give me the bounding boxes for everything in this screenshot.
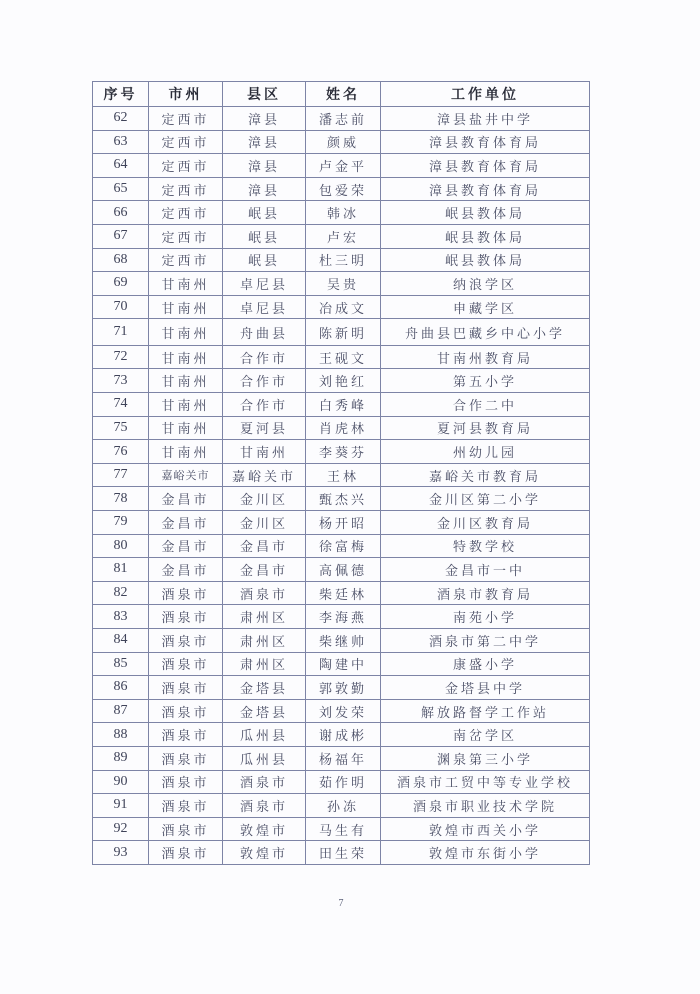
cell-name: 卢金平 bbox=[306, 154, 381, 178]
header-county: 县区 bbox=[223, 82, 306, 107]
cell-county: 岷县 bbox=[223, 224, 306, 248]
table-body bbox=[93, 107, 590, 865]
cell-city: 酒泉市 bbox=[149, 794, 223, 818]
cell-work-unit: 第五小学 bbox=[381, 369, 590, 393]
cell-county: 金昌市 bbox=[223, 558, 306, 582]
cell-county: 漳县 bbox=[223, 177, 306, 201]
cell-serial-number: 64 bbox=[93, 154, 149, 178]
cell-work-unit: 岷县教体局 bbox=[381, 224, 590, 248]
cell-county: 金塔县 bbox=[223, 699, 306, 723]
table-row bbox=[93, 581, 590, 605]
table-row bbox=[93, 487, 590, 511]
cell-city: 金昌市 bbox=[149, 534, 223, 558]
cell-work-unit: 酒泉市职业技术学院 bbox=[381, 794, 590, 818]
cell-work-unit: 敦煌市西关小学 bbox=[381, 817, 590, 841]
cell-city: 金昌市 bbox=[149, 511, 223, 535]
cell-work-unit: 金川区第二小学 bbox=[381, 487, 590, 511]
cell-serial-number: 80 bbox=[93, 534, 149, 558]
cell-work-unit: 酒泉市工贸中等专业学校 bbox=[381, 770, 590, 794]
cell-county: 敦煌市 bbox=[223, 817, 306, 841]
cell-city: 甘南州 bbox=[149, 416, 223, 440]
table-row bbox=[93, 794, 590, 818]
cell-county: 甘南州 bbox=[223, 440, 306, 464]
cell-county: 肃州区 bbox=[223, 652, 306, 676]
cell-city: 金昌市 bbox=[149, 487, 223, 511]
cell-serial-number: 71 bbox=[93, 319, 149, 346]
cell-name: 甄杰兴 bbox=[306, 487, 381, 511]
page-number: 7 bbox=[338, 898, 344, 909]
cell-name: 刘发荣 bbox=[306, 699, 381, 723]
cell-county: 夏河县 bbox=[223, 416, 306, 440]
cell-county: 漳县 bbox=[223, 130, 306, 154]
cell-name: 高佩德 bbox=[306, 558, 381, 582]
cell-work-unit: 漳县盐井中学 bbox=[381, 107, 590, 131]
header-city: 市州 bbox=[149, 82, 223, 107]
cell-serial-number: 67 bbox=[93, 224, 149, 248]
table-row bbox=[93, 319, 590, 346]
table-row bbox=[93, 746, 590, 770]
cell-name: 包爱荣 bbox=[306, 177, 381, 201]
cell-county: 肃州区 bbox=[223, 628, 306, 652]
cell-city: 甘南州 bbox=[149, 345, 223, 369]
cell-serial-number: 68 bbox=[93, 248, 149, 272]
cell-county: 合作市 bbox=[223, 369, 306, 393]
cell-name: 吴贵 bbox=[306, 272, 381, 296]
table-row bbox=[93, 463, 590, 487]
cell-city: 甘南州 bbox=[149, 272, 223, 296]
table-row bbox=[93, 841, 590, 865]
cell-county: 岷县 bbox=[223, 201, 306, 225]
table-row bbox=[93, 130, 590, 154]
cell-work-unit: 漳县教育体育局 bbox=[381, 177, 590, 201]
cell-name: 韩冰 bbox=[306, 201, 381, 225]
cell-name: 李海燕 bbox=[306, 605, 381, 629]
cell-county: 岷县 bbox=[223, 248, 306, 272]
header-work-unit: 工作单位 bbox=[381, 82, 590, 107]
table-row bbox=[93, 416, 590, 440]
cell-city: 酒泉市 bbox=[149, 817, 223, 841]
cell-name: 徐富梅 bbox=[306, 534, 381, 558]
cell-name: 肖虎林 bbox=[306, 416, 381, 440]
table-row bbox=[93, 201, 590, 225]
cell-work-unit: 舟曲县巴藏乡中心小学 bbox=[381, 319, 590, 346]
cell-name: 马生有 bbox=[306, 817, 381, 841]
cell-county: 漳县 bbox=[223, 107, 306, 131]
cell-work-unit: 南岔学区 bbox=[381, 723, 590, 747]
cell-city: 定西市 bbox=[149, 248, 223, 272]
cell-work-unit: 纳浪学区 bbox=[381, 272, 590, 296]
cell-serial-number: 66 bbox=[93, 201, 149, 225]
table-row bbox=[93, 558, 590, 582]
cell-name: 王砚文 bbox=[306, 345, 381, 369]
cell-county: 卓尼县 bbox=[223, 272, 306, 296]
table-row bbox=[93, 177, 590, 201]
cell-county: 瓜州县 bbox=[223, 746, 306, 770]
cell-serial-number: 69 bbox=[93, 272, 149, 296]
table-row bbox=[93, 628, 590, 652]
cell-county: 金塔县 bbox=[223, 676, 306, 700]
cell-name: 潘志前 bbox=[306, 107, 381, 131]
cell-county: 漳县 bbox=[223, 154, 306, 178]
cell-work-unit: 酒泉市第二中学 bbox=[381, 628, 590, 652]
table-row bbox=[93, 652, 590, 676]
cell-city: 酒泉市 bbox=[149, 723, 223, 747]
table-row bbox=[93, 369, 590, 393]
cell-serial-number: 75 bbox=[93, 416, 149, 440]
cell-city: 定西市 bbox=[149, 107, 223, 131]
cell-work-unit: 特教学校 bbox=[381, 534, 590, 558]
cell-city: 定西市 bbox=[149, 177, 223, 201]
table-row bbox=[93, 440, 590, 464]
header-name: 姓名 bbox=[306, 82, 381, 107]
cell-serial-number: 91 bbox=[93, 794, 149, 818]
cell-work-unit: 漳县教育体育局 bbox=[381, 154, 590, 178]
table-row bbox=[93, 154, 590, 178]
cell-county: 舟曲县 bbox=[223, 319, 306, 346]
cell-city: 酒泉市 bbox=[149, 770, 223, 794]
cell-city: 定西市 bbox=[149, 154, 223, 178]
table-row bbox=[93, 770, 590, 794]
cell-work-unit: 敦煌市东街小学 bbox=[381, 841, 590, 865]
cell-city: 酒泉市 bbox=[149, 746, 223, 770]
table-row bbox=[93, 224, 590, 248]
cell-city: 酒泉市 bbox=[149, 652, 223, 676]
cell-name: 柴继帅 bbox=[306, 628, 381, 652]
table-row bbox=[93, 723, 590, 747]
cell-name: 杨福年 bbox=[306, 746, 381, 770]
cell-name: 柴廷林 bbox=[306, 581, 381, 605]
table-row bbox=[93, 605, 590, 629]
table-row bbox=[93, 248, 590, 272]
cell-work-unit: 申藏学区 bbox=[381, 295, 590, 319]
cell-work-unit: 漳县教育体育局 bbox=[381, 130, 590, 154]
cell-name: 颜威 bbox=[306, 130, 381, 154]
cell-county: 瓜州县 bbox=[223, 723, 306, 747]
table-row bbox=[93, 676, 590, 700]
cell-city: 金昌市 bbox=[149, 558, 223, 582]
cell-city: 酒泉市 bbox=[149, 699, 223, 723]
cell-name: 李葵芬 bbox=[306, 440, 381, 464]
cell-serial-number: 63 bbox=[93, 130, 149, 154]
cell-serial-number: 72 bbox=[93, 345, 149, 369]
cell-county: 嘉峪关市 bbox=[223, 463, 306, 487]
cell-name: 茹作明 bbox=[306, 770, 381, 794]
cell-city: 甘南州 bbox=[149, 393, 223, 417]
cell-city: 酒泉市 bbox=[149, 676, 223, 700]
cell-work-unit: 酒泉市教育局 bbox=[381, 581, 590, 605]
cell-name: 郭敦勤 bbox=[306, 676, 381, 700]
roster-table bbox=[92, 81, 590, 865]
cell-work-unit: 康盛小学 bbox=[381, 652, 590, 676]
cell-name: 刘艳红 bbox=[306, 369, 381, 393]
cell-county: 合作市 bbox=[223, 393, 306, 417]
cell-name: 谢成彬 bbox=[306, 723, 381, 747]
cell-serial-number: 81 bbox=[93, 558, 149, 582]
cell-work-unit: 嘉峪关市教育局 bbox=[381, 463, 590, 487]
cell-work-unit: 金塔县中学 bbox=[381, 676, 590, 700]
table-row bbox=[93, 534, 590, 558]
table-row bbox=[93, 511, 590, 535]
table-row bbox=[93, 817, 590, 841]
cell-work-unit: 岷县教体局 bbox=[381, 201, 590, 225]
cell-work-unit: 州幼儿园 bbox=[381, 440, 590, 464]
cell-city: 甘南州 bbox=[149, 295, 223, 319]
cell-work-unit: 渊泉第三小学 bbox=[381, 746, 590, 770]
cell-name: 卢宏 bbox=[306, 224, 381, 248]
cell-name: 田生荣 bbox=[306, 841, 381, 865]
cell-serial-number: 88 bbox=[93, 723, 149, 747]
cell-name: 杨开昭 bbox=[306, 511, 381, 535]
table-row bbox=[93, 107, 590, 131]
cell-county: 合作市 bbox=[223, 345, 306, 369]
cell-serial-number: 92 bbox=[93, 817, 149, 841]
cell-county: 敦煌市 bbox=[223, 841, 306, 865]
cell-city: 酒泉市 bbox=[149, 581, 223, 605]
table-header-row bbox=[93, 82, 590, 107]
cell-serial-number: 77 bbox=[93, 463, 149, 487]
cell-serial-number: 82 bbox=[93, 581, 149, 605]
cell-city: 酒泉市 bbox=[149, 841, 223, 865]
cell-name: 孙冻 bbox=[306, 794, 381, 818]
cell-county: 酒泉市 bbox=[223, 794, 306, 818]
cell-county: 卓尼县 bbox=[223, 295, 306, 319]
table-row bbox=[93, 272, 590, 296]
cell-county: 酒泉市 bbox=[223, 770, 306, 794]
cell-city: 酒泉市 bbox=[149, 605, 223, 629]
cell-serial-number: 73 bbox=[93, 369, 149, 393]
cell-serial-number: 90 bbox=[93, 770, 149, 794]
cell-work-unit: 合作二中 bbox=[381, 393, 590, 417]
cell-serial-number: 65 bbox=[93, 177, 149, 201]
cell-work-unit: 岷县教体局 bbox=[381, 248, 590, 272]
cell-serial-number: 79 bbox=[93, 511, 149, 535]
cell-name: 杜三明 bbox=[306, 248, 381, 272]
cell-serial-number: 86 bbox=[93, 676, 149, 700]
cell-city: 嘉峪关市 bbox=[149, 463, 223, 487]
cell-name: 王林 bbox=[306, 463, 381, 487]
cell-work-unit: 金昌市一中 bbox=[381, 558, 590, 582]
cell-city: 甘南州 bbox=[149, 319, 223, 346]
table-row bbox=[93, 345, 590, 369]
cell-serial-number: 85 bbox=[93, 652, 149, 676]
cell-work-unit: 金川区教育局 bbox=[381, 511, 590, 535]
cell-name: 白秀峰 bbox=[306, 393, 381, 417]
cell-county: 金川区 bbox=[223, 487, 306, 511]
table-row bbox=[93, 393, 590, 417]
cell-city: 定西市 bbox=[149, 201, 223, 225]
cell-work-unit: 南苑小学 bbox=[381, 605, 590, 629]
cell-name: 冶成文 bbox=[306, 295, 381, 319]
cell-serial-number: 93 bbox=[93, 841, 149, 865]
cell-county: 肃州区 bbox=[223, 605, 306, 629]
cell-serial-number: 83 bbox=[93, 605, 149, 629]
cell-serial-number: 89 bbox=[93, 746, 149, 770]
cell-serial-number: 78 bbox=[93, 487, 149, 511]
cell-name: 陈新明 bbox=[306, 319, 381, 346]
cell-serial-number: 62 bbox=[93, 107, 149, 131]
cell-city: 甘南州 bbox=[149, 369, 223, 393]
cell-work-unit: 夏河县教育局 bbox=[381, 416, 590, 440]
cell-serial-number: 74 bbox=[93, 393, 149, 417]
cell-work-unit: 解放路督学工作站 bbox=[381, 699, 590, 723]
cell-city: 定西市 bbox=[149, 130, 223, 154]
cell-work-unit: 甘南州教育局 bbox=[381, 345, 590, 369]
cell-city: 酒泉市 bbox=[149, 628, 223, 652]
cell-county: 金昌市 bbox=[223, 534, 306, 558]
cell-city: 甘南州 bbox=[149, 440, 223, 464]
cell-serial-number: 84 bbox=[93, 628, 149, 652]
header-serial-number: 序号 bbox=[93, 82, 149, 107]
table-row bbox=[93, 295, 590, 319]
cell-name: 陶建中 bbox=[306, 652, 381, 676]
cell-county: 金川区 bbox=[223, 511, 306, 535]
cell-county: 酒泉市 bbox=[223, 581, 306, 605]
cell-serial-number: 87 bbox=[93, 699, 149, 723]
cell-city: 定西市 bbox=[149, 224, 223, 248]
cell-serial-number: 70 bbox=[93, 295, 149, 319]
table-row bbox=[93, 699, 590, 723]
cell-serial-number: 76 bbox=[93, 440, 149, 464]
